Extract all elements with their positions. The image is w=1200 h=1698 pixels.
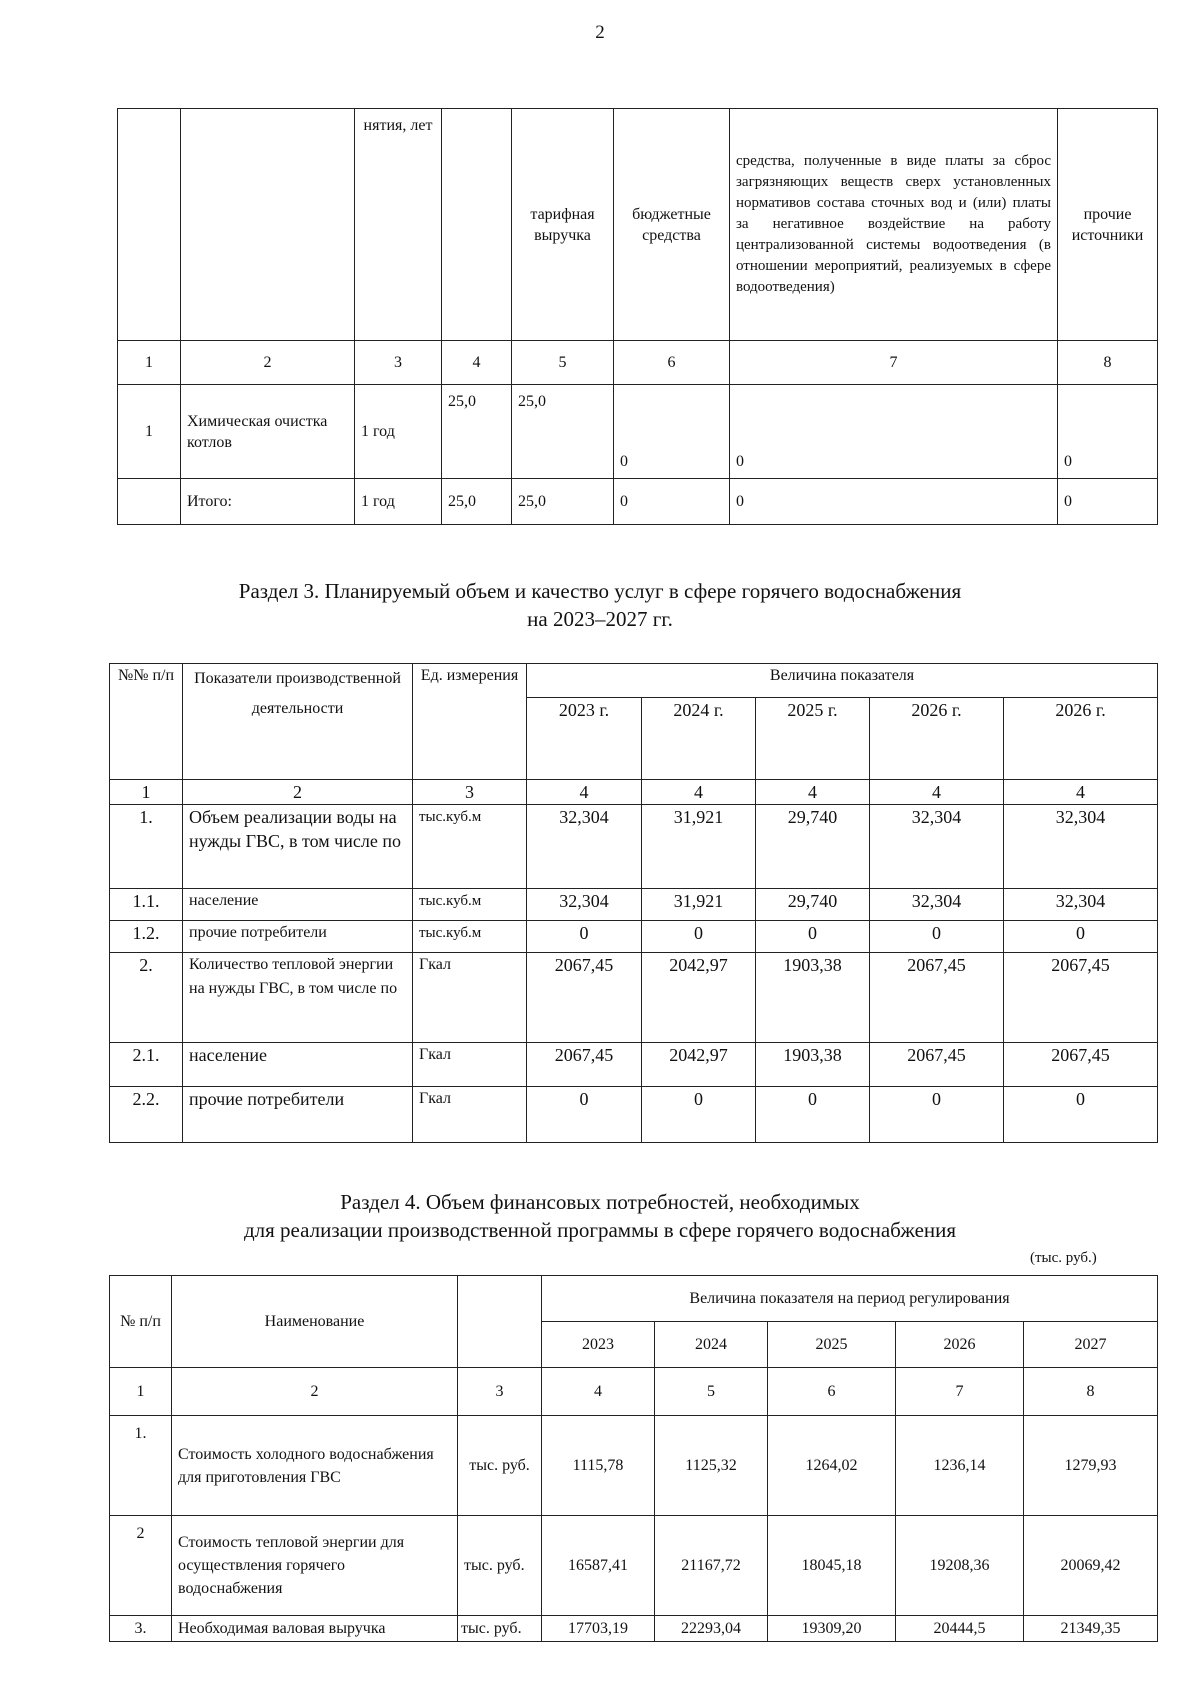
table-cell: 1264,02 (768, 1416, 896, 1516)
table-cell: 0 (870, 1087, 1004, 1143)
number-cell: 5 (512, 341, 614, 385)
table-cell: 21349,35 (1024, 1616, 1158, 1642)
header-indicator: Показатели производственной деятельности (183, 664, 413, 780)
table-cell: 0 (614, 479, 730, 525)
table-cell: тыс. руб. (458, 1516, 542, 1616)
header-cell (118, 109, 181, 341)
table-cell: 0 (527, 1087, 642, 1143)
number-cell: 4 (642, 780, 756, 805)
header-num: №№ п/п (110, 664, 183, 780)
table-cell: 2.1. (110, 1043, 183, 1087)
table-cell: Гкал (413, 1087, 527, 1143)
number-cell: 4 (442, 341, 512, 385)
header-name: Наименование (172, 1276, 458, 1368)
number-cell: 1 (110, 780, 183, 805)
header-cell: бюджетные средства (614, 109, 730, 341)
column-number-row (110, 1368, 1158, 1416)
table-cell: Гкал (413, 1043, 527, 1087)
table-cell: 1903,38 (756, 953, 870, 1043)
table-cell: 31,921 (642, 889, 756, 921)
table-cell: тыс. руб. (458, 1616, 542, 1642)
table-cell: 25,0 (442, 479, 512, 525)
header-year: 2024 (655, 1322, 768, 1368)
table-cell: 20069,42 (1024, 1516, 1158, 1616)
table-row (110, 953, 1158, 1043)
header-cell: прочие источники (1058, 109, 1158, 341)
table-cell: 29,740 (756, 805, 870, 889)
header-value: Величина показателя на период регулирования (542, 1276, 1158, 1322)
header-cell (442, 109, 512, 341)
table-cell: 1. (110, 1416, 172, 1516)
table-cell: 1236,14 (896, 1416, 1024, 1516)
table-cell: прочие потребители (183, 921, 413, 953)
header-year: 2025 (768, 1322, 896, 1368)
table-row (110, 1616, 1158, 1642)
table-cell: 1.1. (110, 889, 183, 921)
table-cell: тыс.куб.м (413, 889, 527, 921)
table-cell: 25,0 (512, 479, 614, 525)
table-cell: 2067,45 (527, 953, 642, 1043)
table-row (110, 921, 1158, 953)
header-year: 2027 (1024, 1322, 1158, 1368)
table-cell: 17703,19 (542, 1616, 655, 1642)
header-cell (181, 109, 355, 341)
table-cell: 2067,45 (870, 953, 1004, 1043)
table-cell: 29,740 (756, 889, 870, 921)
column-number-row (110, 780, 1158, 805)
table-header-row (110, 1276, 1158, 1322)
column-number-row (118, 341, 1158, 385)
table-cell: 1 (118, 385, 181, 479)
table-cell: Гкал (413, 953, 527, 1043)
table-cell: 32,304 (1004, 805, 1158, 889)
header-num: № п/п (110, 1276, 172, 1368)
table-cell: население (183, 1043, 413, 1087)
header-year: 2026 г. (1004, 698, 1158, 780)
header-year: 2023 (542, 1322, 655, 1368)
table-cell: 0 (756, 1087, 870, 1143)
number-cell: 2 (183, 780, 413, 805)
number-cell: 1 (110, 1368, 172, 1416)
number-cell: 4 (527, 780, 642, 805)
header-year: 2025 г. (756, 698, 870, 780)
table-cell: 0 (1004, 1087, 1158, 1143)
table-row (110, 1043, 1158, 1087)
table-cell: тыс.куб.м (413, 921, 527, 953)
table-cell: 32,304 (527, 889, 642, 921)
table-cell: 0 (642, 921, 756, 953)
table-cell: 18045,18 (768, 1516, 896, 1616)
table-cell: 0 (870, 921, 1004, 953)
table-row (110, 1516, 1158, 1616)
table-cell: 32,304 (870, 805, 1004, 889)
table-cell: 31,921 (642, 805, 756, 889)
table-cell: 1 год (355, 479, 442, 525)
table-cell: 0 (527, 921, 642, 953)
table-cell: 2067,45 (1004, 953, 1158, 1043)
page-number: 2 (595, 22, 605, 43)
table-cell: 1.2. (110, 921, 183, 953)
table-cell: 19208,36 (896, 1516, 1024, 1616)
number-cell: 8 (1024, 1368, 1158, 1416)
table-cell: 32,304 (870, 889, 1004, 921)
table-cell: Химическая очистка котлов (181, 385, 355, 479)
table-cell: тыс.куб.м (413, 805, 527, 889)
header-cell: тарифная выручка (512, 109, 614, 341)
number-cell: 3 (458, 1368, 542, 1416)
header-year: 2024 г. (642, 698, 756, 780)
table-cell: Необходимая валовая выручка (172, 1616, 458, 1642)
table-cell: 2. (110, 953, 183, 1043)
header-unit (458, 1276, 542, 1368)
number-cell: 4 (1004, 780, 1158, 805)
table-cell: Стоимость холодного водоснабжения для приготовления ГВС (172, 1416, 458, 1516)
section-4-title-line-1: Раздел 4. Объем финансовых потребностей, необходимых (340, 1190, 860, 1214)
table-row (118, 479, 1158, 525)
table-cell: Стоимость тепловой энергии для осуществления горячего водоснабжения (172, 1516, 458, 1616)
table-cell: 16587,41 (542, 1516, 655, 1616)
table-cell: 3. (110, 1616, 172, 1642)
table-cell: 1115,78 (542, 1416, 655, 1516)
table-cell: 1. (110, 805, 183, 889)
number-cell: 3 (355, 341, 442, 385)
table-row (110, 805, 1158, 889)
table-cell: 2067,45 (870, 1043, 1004, 1087)
number-cell: 4 (756, 780, 870, 805)
table-cell: 1279,93 (1024, 1416, 1158, 1516)
table-header-row (118, 109, 1158, 341)
header-year: 2026 (896, 1322, 1024, 1368)
number-cell: 1 (118, 341, 181, 385)
section-4-title-line-2: для реализации производственной программы в сфере горячего водоснабжения (243, 1218, 957, 1242)
table-cell: 19309,20 (768, 1616, 896, 1642)
table-row (110, 889, 1158, 921)
table-cell: 2042,97 (642, 1043, 756, 1087)
table-cell: 21167,72 (655, 1516, 768, 1616)
table-cell: 2 (110, 1516, 172, 1616)
table-cell: 0 (614, 385, 730, 479)
table-cell: Количество тепловой энергии на нужды ГВС, в том числе по (183, 953, 413, 1043)
number-cell: 2 (181, 341, 355, 385)
number-cell: 7 (896, 1368, 1024, 1416)
table-cell: 2067,45 (1004, 1043, 1158, 1087)
number-cell: 7 (730, 341, 1058, 385)
table-cell: 2.2. (110, 1087, 183, 1143)
number-cell: 8 (1058, 341, 1158, 385)
table-row (110, 1087, 1158, 1143)
financial-needs-table (109, 1275, 1158, 1642)
header-year: 2026 г. (870, 698, 1004, 780)
table-cell: Объем реализации воды на нужды ГВС, в том числе по (183, 805, 413, 889)
table-cell: 1903,38 (756, 1043, 870, 1087)
table-cell: 32,304 (527, 805, 642, 889)
table-cell: 2042,97 (642, 953, 756, 1043)
table-cell: Итого: (181, 479, 355, 525)
table-row (110, 1416, 1158, 1516)
table-cell: прочие потребители (183, 1087, 413, 1143)
program-measures-table (117, 108, 1158, 525)
number-cell: 3 (413, 780, 527, 805)
table-cell: тыс. руб. (458, 1416, 542, 1516)
table-cell: 20444,5 (896, 1616, 1024, 1642)
header-cell: средства, полученные в виде платы за сброс загрязняющих веществ сверх установленных нормативов состава сточных вод и (или) платы за негативное воздействие на работу централизованной системы водоотведения (в отношении мероприятий, реализуемых в сфере водоотведения) (730, 109, 1058, 341)
unit-note: (тыс. руб.) (1030, 1250, 1097, 1266)
header-unit: Ед. измерения (413, 664, 527, 780)
number-cell: 6 (614, 341, 730, 385)
table-cell: 1125,32 (655, 1416, 768, 1516)
table-cell: население (183, 889, 413, 921)
table-cell: 0 (1058, 479, 1158, 525)
table-cell: 0 (730, 479, 1058, 525)
service-volume-table (109, 663, 1158, 1143)
number-cell: 2 (172, 1368, 458, 1416)
table-cell: 0 (756, 921, 870, 953)
table-cell (118, 479, 181, 525)
table-cell: 1 год (355, 385, 442, 479)
header-year: 2023 г. (527, 698, 642, 780)
number-cell: 5 (655, 1368, 768, 1416)
section-3-title-line-1: Раздел 3. Планируемый объем и качество услуг в сфере горячего водоснабжения (238, 579, 962, 603)
table-cell: 0 (642, 1087, 756, 1143)
number-cell: 6 (768, 1368, 896, 1416)
section-3-title-line-2: на 2023–2027 гг. (527, 607, 673, 631)
table-cell: 32,304 (1004, 889, 1158, 921)
table-header-row (110, 664, 1158, 698)
header-value: Величина показателя (527, 664, 1158, 698)
table-cell: 25,0 (442, 385, 512, 479)
table-row (118, 385, 1158, 479)
table-cell: 22293,04 (655, 1616, 768, 1642)
table-cell: 0 (1004, 921, 1158, 953)
table-cell: 25,0 (512, 385, 614, 479)
header-cell: нятия, лет (355, 109, 442, 341)
number-cell: 4 (870, 780, 1004, 805)
table-cell: 2067,45 (527, 1043, 642, 1087)
table-cell: 0 (1058, 385, 1158, 479)
table-cell: 0 (730, 385, 1058, 479)
number-cell: 4 (542, 1368, 655, 1416)
